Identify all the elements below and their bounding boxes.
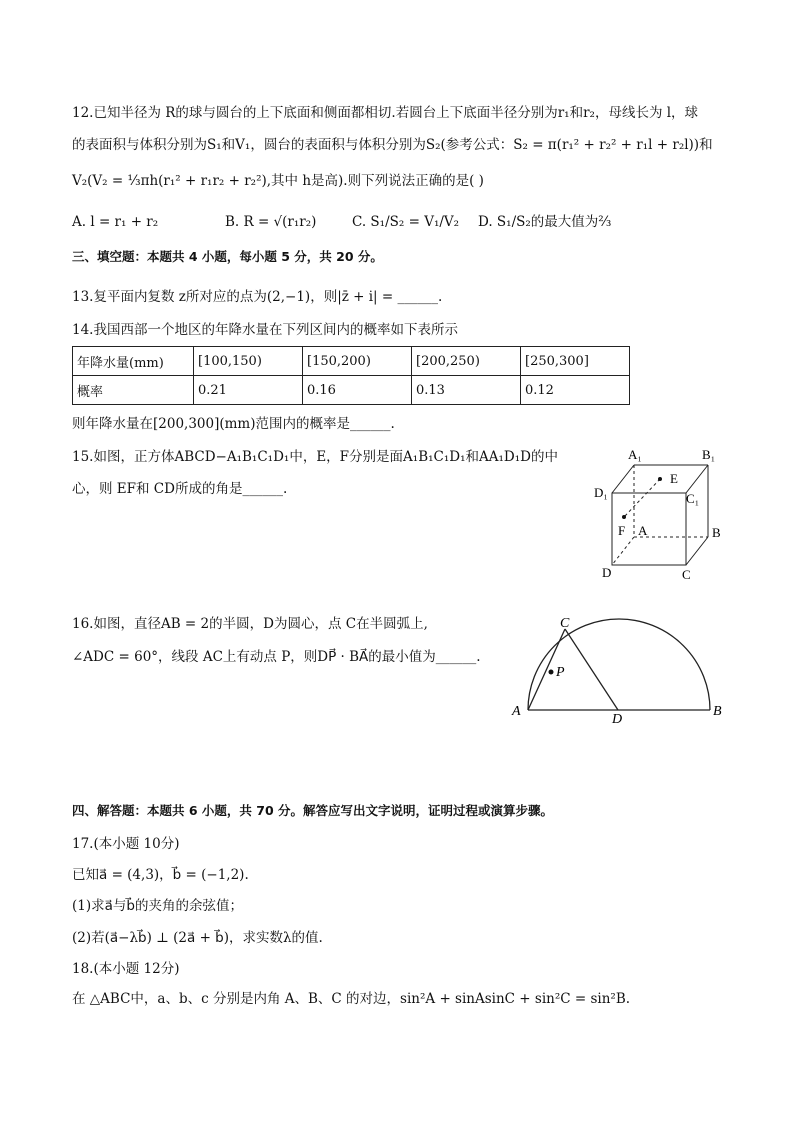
q12-option-c: C. S₁/S₂ = V₁/V₂ <box>352 214 460 230</box>
table-row <box>73 347 630 376</box>
q17-title: 17.(本小题 10分) <box>72 836 180 852</box>
section3-heading: 三、填空题：本题共 4 小题，每小题 5 分，共 20 分。 <box>72 249 383 264</box>
table-cell: 0.12 <box>521 376 630 405</box>
semicircle-diagram <box>506 612 756 724</box>
table-cell: 年降水量(mm) <box>73 347 194 376</box>
q12-option-a: A. l = r₁ + r₂ <box>72 214 159 230</box>
table-cell: [100,150) <box>194 347 303 376</box>
table-cell: 0.21 <box>194 376 303 405</box>
label-b: B <box>713 704 722 719</box>
q16-line2: ∠ADC = 60°，线段 AC上有动点 P，则DP⃗ · BA⃗的最小值为______. <box>72 649 481 665</box>
label-b1: B₁ <box>702 447 716 462</box>
q18-text: 在 △ABC中，a、b、c 分别是内角 A、B、C 的对边，sin²A + sinAsinC + sin²C = sin²B. <box>72 991 631 1007</box>
table-cell: [150,200) <box>303 347 412 376</box>
q12-line3: V₂(V₂ = ⅓πh(r₁² + r₁r₂ + r₂²),其中 h是高).则下列说法正确的是( ) <box>72 173 484 189</box>
label-d: D <box>612 712 623 724</box>
q15-line2: 心，则 EF和 CD所成的角是______. <box>72 481 288 497</box>
table-row <box>73 376 630 405</box>
q15-line1: 15.如图，正方体ABCD−A₁B₁C₁D₁中，E，F分别是面A₁B₁C₁D₁和AA₁D₁D的中 <box>72 449 558 465</box>
label-d: D <box>602 565 612 580</box>
label-f: F <box>618 523 626 538</box>
cube-diagram <box>588 443 728 583</box>
q12-option-b: B. R = √(r₁r₂) <box>225 214 317 230</box>
label-c1: C₁ <box>686 491 700 506</box>
point-f <box>622 515 626 519</box>
label-a: A <box>638 523 648 538</box>
q18-title: 18.(本小题 12分) <box>72 961 180 977</box>
q17-part1: (1)求a⃗与b⃗的夹角的余弦值； <box>72 898 243 914</box>
q12-line2: 的表面积与体积分别为S₁和V₁，圆台的表面积与体积分别为S₂(参考公式：S₂ = π(r₁² + r₂² + r₁l + r₂l))和 <box>72 137 713 153</box>
label-d1: D₁ <box>594 485 608 500</box>
q14-question: 则年降水量在[200,300](mm)范围内的概率是______. <box>72 416 395 432</box>
point-p <box>549 670 554 675</box>
q17-given: 已知a⃗ = (4,3)，b⃗ = (−1,2). <box>72 867 249 883</box>
label-c: C <box>560 616 570 631</box>
table-cell: [200,250) <box>412 347 521 376</box>
label-a: A <box>512 704 521 719</box>
q13-text: 13.复平面内复数 z所对应的点为(2,−1)，则|z̄ + i| = ______. <box>72 289 443 305</box>
point-e <box>658 477 662 481</box>
label-c: C <box>682 567 691 582</box>
q12-line1: 12.已知半径为 R的球与圆台的上下底面和侧面都相切.若圆台上下底面半径分别为r₁和r₂，母线长为 l，球 <box>72 105 699 121</box>
table-cell: 0.13 <box>412 376 521 405</box>
q12-option-d: D. S₁/S₂的最大值为⅔ <box>478 214 612 230</box>
q17-part2: (2)若(a⃗−λb⃗) ⊥ (2a⃗ + b⃗)，求实数λ的值. <box>72 930 323 946</box>
table-cell: [250,300] <box>521 347 630 376</box>
q14-intro: 14.我国西部一个地区的年降水量在下列区间内的概率如下表所示 <box>72 322 458 338</box>
rainfall-table <box>72 346 630 405</box>
table-cell: 0.16 <box>303 376 412 405</box>
table-cell: 概率 <box>73 376 194 405</box>
label-p: P <box>556 665 565 680</box>
label-b: B <box>712 525 721 540</box>
label-a1: A₁ <box>628 447 642 462</box>
label-e: E <box>670 471 678 486</box>
q16-line1: 16.如图，直径AB = 2的半圆，D为圆心，点 C在半圆弧上, <box>72 616 428 632</box>
section4-heading: 四、解答题：本题共 6 小题，共 70 分。解答应写出文字说明，证明过程或演算步骤。 <box>72 803 554 818</box>
